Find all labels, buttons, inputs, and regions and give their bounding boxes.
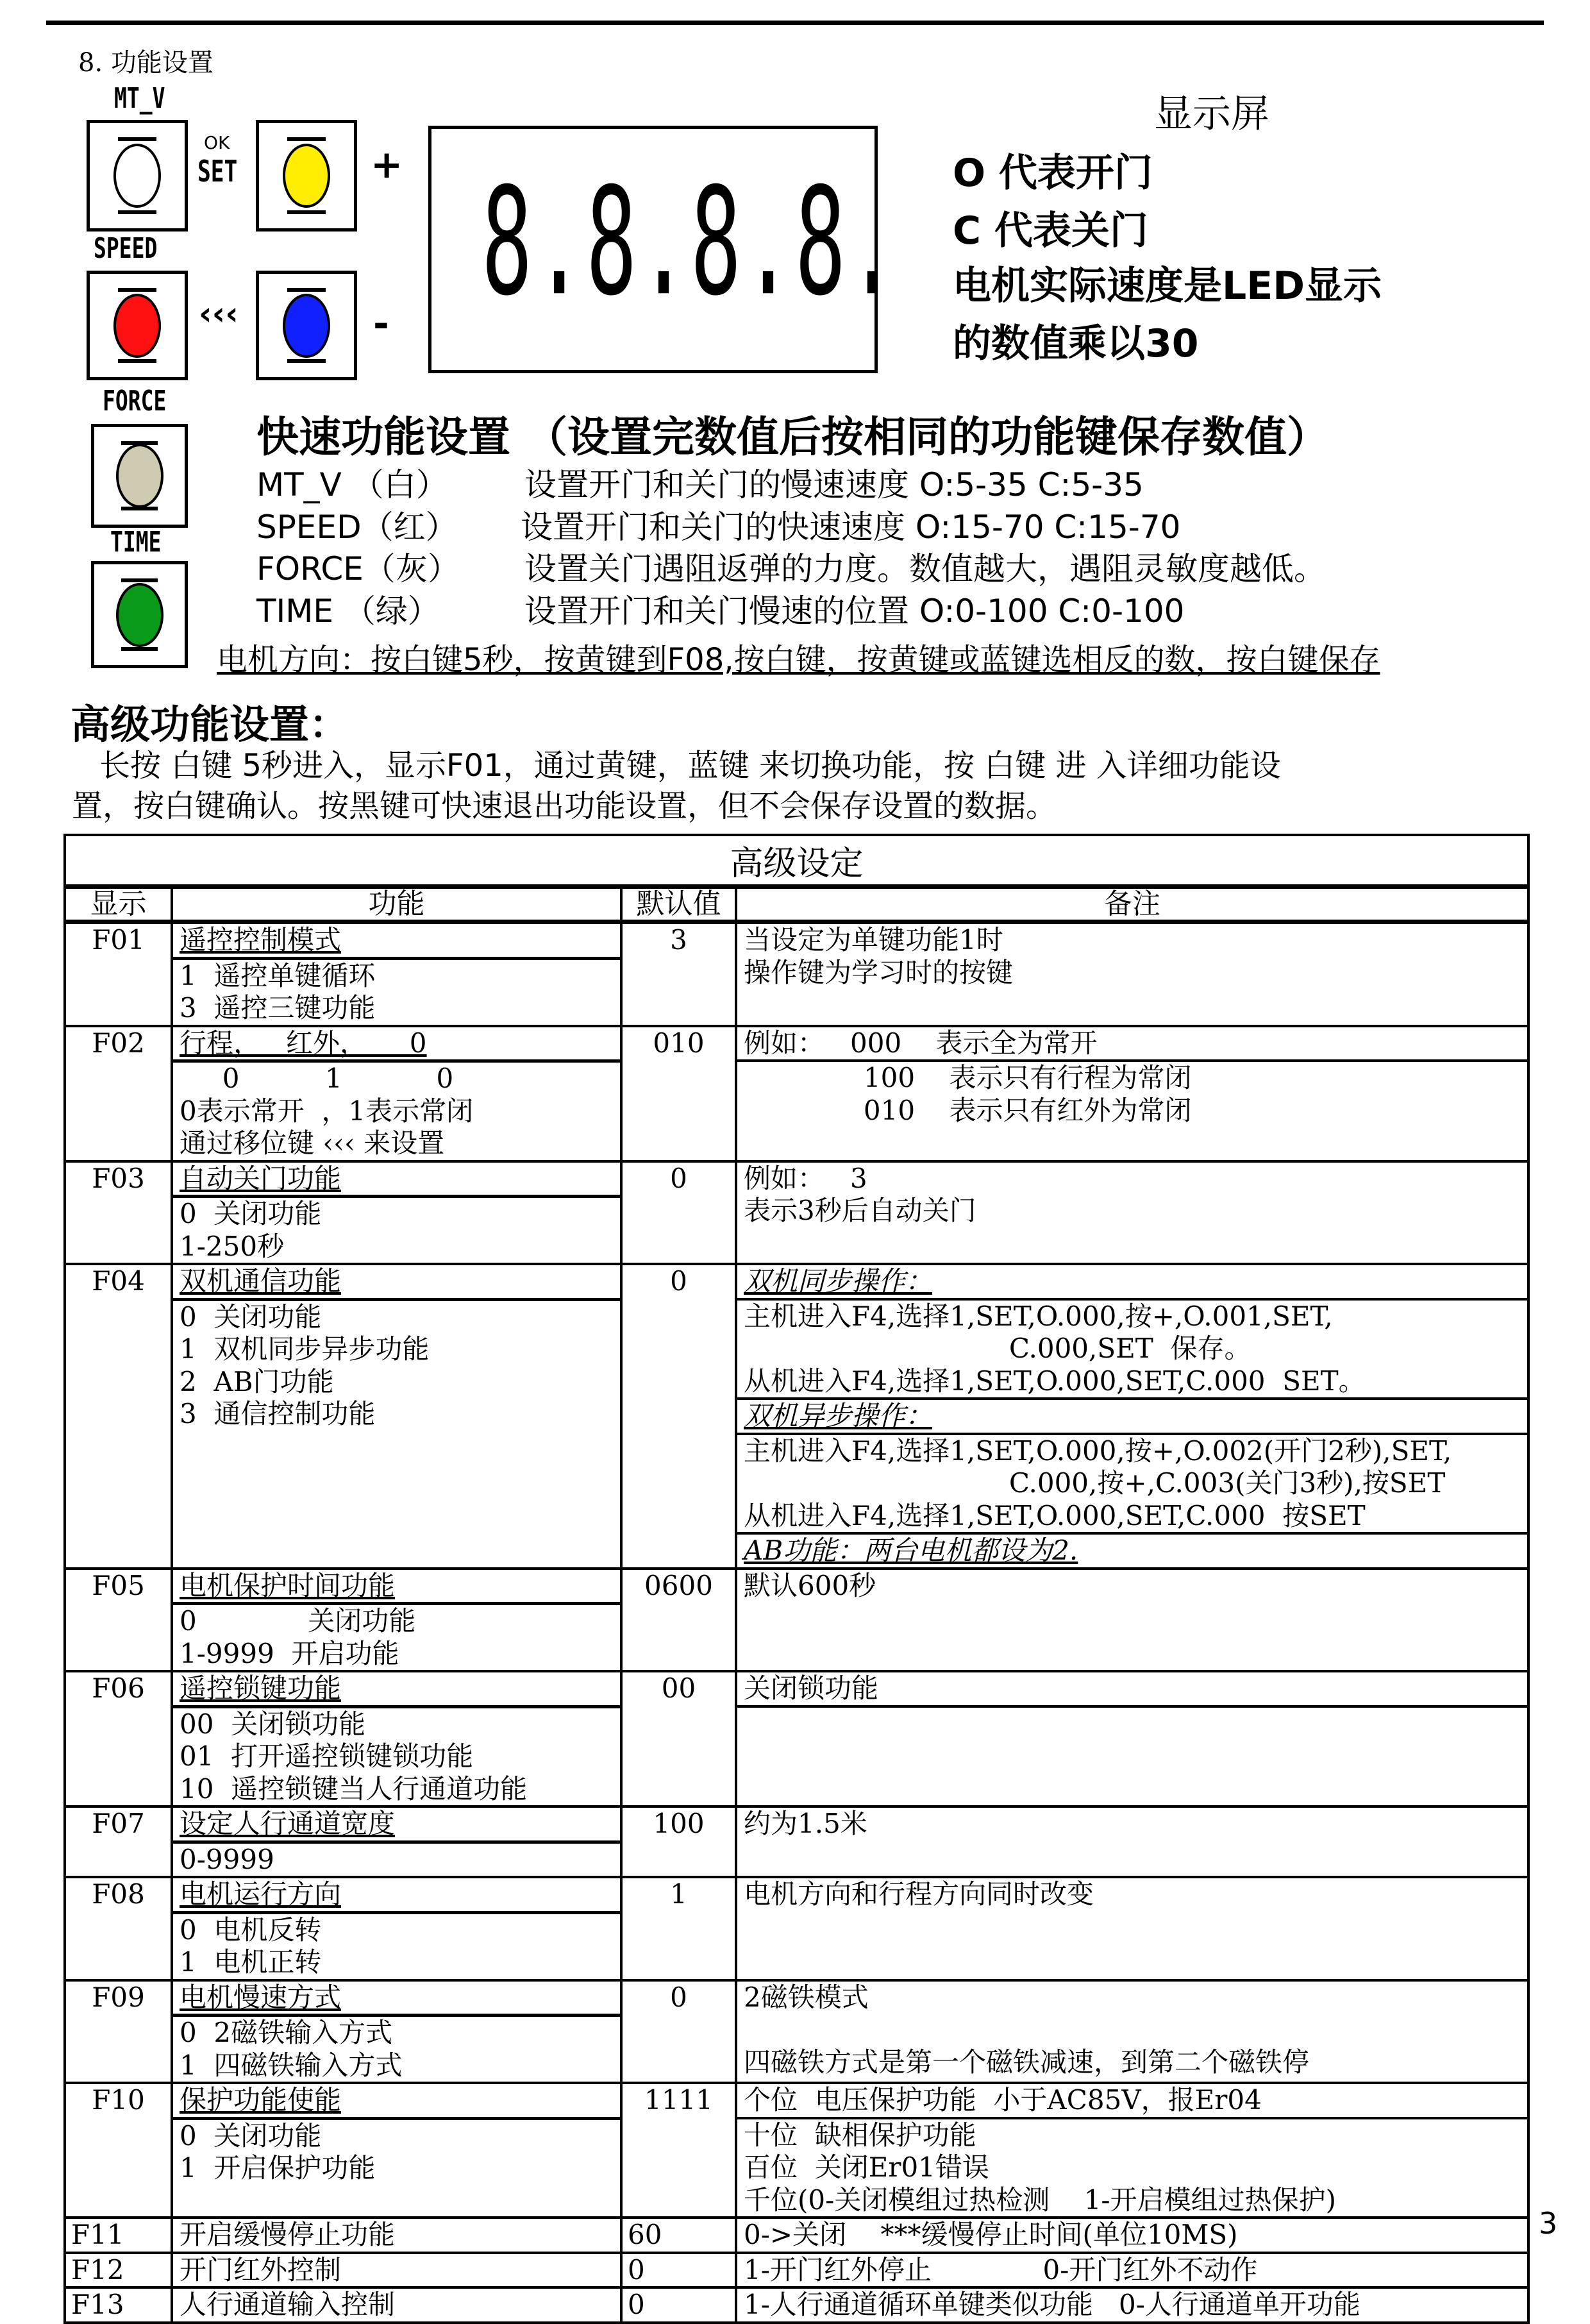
cell-code: F01 — [65, 922, 172, 1026]
cell-notes — [736, 1671, 1528, 1806]
table-row-f07 — [65, 1806, 1528, 1877]
function-option: 1 电机正转 — [180, 1946, 322, 1978]
function-option: 3 遥控三键功能 — [180, 992, 376, 1023]
header-notes: 备注 — [736, 887, 1528, 922]
function-name: 行程， 红外， 0 — [173, 1027, 620, 1063]
cell-code: F03 — [65, 1161, 172, 1265]
cell-function — [172, 1806, 621, 1877]
cell-notes — [736, 1806, 1528, 1877]
quick-desc-time: 设置开门和关门慢速的位置 O:0-100 C:0-100 — [524, 593, 1185, 630]
note-line: 操作键为学习时的按键 — [744, 956, 1014, 988]
quick-key-force: FORCE（灰） — [256, 550, 460, 587]
function-option: 0 关闭功能 — [180, 1301, 322, 1333]
note-line: 表示3秒后自动关门 — [744, 1195, 976, 1226]
note-line: 百位 关闭Er01错误 — [744, 2151, 989, 2183]
button-bar-icon — [118, 137, 156, 141]
display-line-open: O 代表开门 — [953, 151, 1153, 196]
display-title: 显示屏 — [1154, 92, 1269, 137]
function-option: 00 关闭锁功能 — [180, 1708, 366, 1740]
quick-key-mtv: MT_V （白） — [256, 466, 448, 503]
table-row-f05 — [65, 1569, 1528, 1672]
speed-button[interactable] — [87, 271, 188, 380]
note-line: 默认600秒 — [744, 1569, 876, 1601]
quick-key-speed: SPEED（红） — [256, 509, 458, 546]
cell-code: F07 — [65, 1806, 172, 1877]
button-bar-icon — [121, 578, 157, 582]
cell-code: F11 — [65, 2218, 172, 2253]
note-line: 1-人行通道循环单键类似功能 0-人行通道单开功能 — [744, 2289, 1360, 2320]
display-line-speed: 电机实际速度是LED显示 — [953, 264, 1382, 308]
cell-function — [172, 1671, 621, 1806]
advanced-paragraph-1: 长按 白键 5秒进入，显示F01，通过黄键，蓝键 来切换功能，按 白键 进 入详细功能设 — [99, 748, 1281, 784]
function-option: 0 关闭功能 — [180, 2119, 322, 2151]
quick-desc-speed: 设置开门和关门的快速速度 O:15-70 C:15-70 — [521, 509, 1181, 546]
button-bar-icon — [118, 288, 156, 292]
cell-notes — [736, 2083, 1528, 2218]
function-option: 0 电机反转 — [180, 1914, 322, 1946]
cell-code: F04 — [65, 1264, 172, 1569]
cell-code: F10 — [65, 2083, 172, 2218]
cell-notes — [736, 1569, 1528, 1672]
cell-default: 0 — [621, 2253, 736, 2288]
speed-label: SPEED — [94, 232, 158, 265]
note-line: 当设定为单键功能1时 — [744, 924, 1003, 956]
note-line: 从机进入F4,选择1,SET,O.000,SET,C.000 按SET — [737, 1500, 1527, 1535]
cell-function — [172, 2218, 621, 2253]
note-line: 从机进入F4,选择1,SET,O.000,SET,C.000 SET。 — [737, 1365, 1527, 1401]
minus-label: - — [373, 301, 389, 346]
cell-notes — [736, 1161, 1528, 1265]
cell-function — [172, 1980, 621, 2084]
cell-notes — [736, 1264, 1528, 1569]
function-name: 开门红外控制 — [180, 2253, 342, 2286]
cell-default: 60 — [621, 2218, 736, 2253]
cell-function — [172, 1161, 621, 1265]
table-row-f09 — [65, 1980, 1528, 2084]
cell-notes — [736, 1980, 1528, 2084]
cell-default: 100 — [621, 1806, 736, 1877]
function-name: 电机慢速方式 — [173, 1982, 620, 2017]
button-light-icon — [116, 583, 163, 647]
cell-default: 010 — [621, 1026, 736, 1161]
force-button[interactable] — [91, 424, 188, 528]
cell-code: F08 — [65, 1877, 172, 1980]
note-line: 关闭锁功能 — [737, 1672, 1527, 1708]
cell-default: 0 — [621, 1980, 736, 2084]
note-line: AB功能：两台电机都设为2. — [744, 1535, 1078, 1566]
blue-minus-button[interactable] — [256, 271, 357, 380]
table-row-f12 — [65, 2253, 1528, 2288]
function-option: 1 双机同步异步功能 — [180, 1333, 430, 1365]
note-line: 电机方向和行程方向同时改变 — [744, 1878, 1094, 1910]
note-line: 010 表示只有红外为常闭 — [744, 1094, 1192, 1126]
button-bar-icon — [287, 288, 325, 292]
cell-default: 0600 — [621, 1569, 736, 1672]
time-button[interactable] — [91, 561, 188, 668]
set-label: SET — [197, 154, 238, 189]
button-bar-icon — [287, 359, 325, 363]
cell-default: 3 — [621, 922, 736, 1026]
mt-v-button[interactable] — [87, 120, 188, 232]
quick-key-time: TIME （绿） — [256, 593, 440, 630]
cell-default: 0 — [621, 2287, 736, 2323]
shift-label: ‹‹‹ — [199, 295, 238, 332]
function-option: 1-9999 开启功能 — [180, 1637, 399, 1669]
note-line: 例如： 000 表示全为常开 — [737, 1027, 1527, 1063]
cell-default: 1111 — [621, 2083, 736, 2218]
function-name: 人行通道输入控制 — [180, 2289, 396, 2320]
table-row-f11 — [65, 2218, 1528, 2253]
cell-function — [172, 1569, 621, 1672]
advanced-title: 高级功能设置： — [71, 701, 349, 748]
time-label: TIME — [110, 526, 162, 559]
quick-desc-force: 设置关门遇阻返弹的力度。数值越大，遇阻灵敏度越低。 — [524, 550, 1326, 587]
cell-function — [172, 1877, 621, 1980]
function-name: 遥控锁键功能 — [173, 1672, 620, 1708]
cell-code: F06 — [65, 1671, 172, 1806]
function-option: 0 关闭功能 — [180, 1605, 416, 1637]
quick-settings-title: 快速功能设置 （设置完数值后按相同的功能键保存数值） — [256, 412, 1329, 462]
function-option: 2 AB门功能 — [180, 1365, 334, 1397]
function-option: 0 1 0 — [180, 1063, 454, 1094]
table-row-f10 — [65, 2083, 1528, 2218]
cell-notes — [736, 2253, 1528, 2288]
plus-label: + — [371, 142, 403, 187]
button-bar-icon — [121, 507, 157, 510]
note-line: 十位 缺相保护功能 — [744, 2119, 976, 2151]
function-option: 0 2磁铁输入方式 — [180, 2017, 393, 2048]
button-light-icon — [116, 444, 163, 508]
function-option: 0 关闭功能 — [180, 1198, 322, 1229]
cell-default: 0 — [621, 1161, 736, 1265]
function-option: 1-250秒 — [180, 1230, 285, 1262]
note-line: 四磁铁方式是第一个磁铁减速，到第二个磁铁停 — [744, 2046, 1310, 2078]
cell-default: 00 — [621, 1671, 736, 1806]
function-option: 0-9999 — [180, 1843, 274, 1875]
table-row-f08 — [65, 1877, 1528, 1980]
function-option: 1 遥控单键循环 — [180, 959, 376, 991]
cell-default: 0 — [621, 1264, 736, 1569]
display-line-close: C 代表关门 — [953, 208, 1148, 253]
note-line: 个位 电压保护功能 小于AC85V，报Er04 — [737, 2084, 1527, 2119]
table-title: 高级设定 — [65, 835, 1528, 887]
table-row-f02 — [65, 1026, 1528, 1161]
function-option: 1 开启保护功能 — [180, 2152, 376, 2184]
function-option: 1 四磁铁输入方式 — [180, 2049, 403, 2081]
note-line: 主机进入F4,选择1,SET,O.000,按+,O.002(开门2秒),SET, — [744, 1435, 1452, 1467]
motor-direction-note: 电机方向：按白键5秒，按黄键到F08,按白键，按黄键或蓝键选相反的数，按白键保存 — [217, 642, 1380, 678]
header-display: 显示 — [65, 887, 172, 922]
function-name: 电机运行方向 — [173, 1878, 620, 1914]
table-row-f01 — [65, 922, 1528, 1026]
cell-function — [172, 2083, 621, 2218]
cell-code: F02 — [65, 1026, 172, 1161]
quick-desc-mtv: 设置开门和关门的慢速速度 O:5-35 C:5-35 — [524, 466, 1144, 503]
cell-function — [172, 2287, 621, 2323]
function-name: 双机通信功能 — [173, 1265, 620, 1301]
note-line: 千位(0-关闭模组过热检测 1-开启模组过热保护) — [744, 2184, 1337, 2216]
table-row-f03 — [65, 1161, 1528, 1265]
table-row-f04 — [65, 1264, 1528, 1569]
cell-code: F12 — [65, 2253, 172, 2288]
button-light-icon — [283, 294, 330, 358]
note-line: C.000,按+,C.003(关门3秒),按SET — [744, 1467, 1446, 1499]
note-line: 双机同步操作： — [737, 1265, 1527, 1301]
page-number: 3 — [1539, 2206, 1558, 2241]
mt-v-label: MT_V — [114, 82, 165, 115]
cell-notes — [736, 1877, 1528, 1980]
note-line: 1-开门红外停止 0-开门红外不动作 — [744, 2253, 1258, 2286]
function-option: 3 通信控制功能 — [180, 1398, 376, 1429]
button-bar-icon — [121, 647, 157, 651]
button-bar-icon — [287, 137, 325, 141]
cell-notes — [736, 2287, 1528, 2323]
button-light-icon — [283, 144, 330, 208]
button-light-icon — [113, 144, 161, 208]
button-bar-icon — [287, 210, 325, 214]
advanced-settings-table — [63, 834, 1530, 2324]
cell-notes — [736, 1026, 1528, 1161]
header-function: 功能 — [172, 887, 621, 922]
cell-function — [172, 1264, 621, 1569]
advanced-paragraph-2: 置，按白键确认。按黑键可快速退出功能设置，但不会保存设置的数据。 — [72, 788, 1057, 824]
header-default: 默认值 — [621, 887, 736, 922]
function-name: 自动关门功能 — [173, 1163, 620, 1199]
note-line: 约为1.5米 — [744, 1808, 867, 1839]
function-name: 保护功能使能 — [173, 2084, 620, 2120]
section-title: 8. 功能设置 — [78, 48, 213, 78]
table-row-f06 — [65, 1671, 1528, 1806]
button-bar-icon — [118, 210, 156, 214]
button-bar-icon — [118, 359, 156, 363]
cell-function — [172, 1026, 621, 1161]
note-line — [737, 2014, 1527, 2046]
cell-function — [172, 2253, 621, 2288]
led-digits: 8.8.8.8. — [481, 156, 900, 330]
function-option: 0表示常开 ，1表示常闭 — [180, 1095, 474, 1127]
function-option: 10 遥控锁键当人行通道功能 — [180, 1772, 528, 1805]
cell-code: F13 — [65, 2287, 172, 2323]
function-name: 遥控控制模式 — [173, 924, 620, 960]
function-name: 设定人行通道宽度 — [173, 1808, 620, 1844]
note-line: 100 表示只有行程为常闭 — [744, 1062, 1192, 1093]
button-light-icon — [113, 294, 161, 358]
cell-code: F09 — [65, 1980, 172, 2084]
function-option: 01 打开遥控锁键锁功能 — [180, 1740, 474, 1772]
function-name: 开启缓慢停止功能 — [180, 2219, 396, 2250]
function-name: 电机保护时间功能 — [173, 1570, 620, 1606]
top-rule — [46, 21, 1544, 25]
function-option: 通过移位键 ‹‹‹ 来设置 — [180, 1127, 445, 1159]
note-line: 2磁铁模式 — [744, 1981, 869, 2013]
yellow-plus-button[interactable] — [256, 120, 357, 232]
cell-code: F05 — [65, 1569, 172, 1672]
note-line: 例如： 3 — [744, 1162, 867, 1194]
led-display — [428, 126, 900, 373]
note-line: C.000,SET 保存。 — [744, 1333, 1251, 1364]
force-label: FORCE — [103, 385, 167, 417]
display-line-multiplier: 的数值乘以30 — [953, 321, 1199, 366]
note-line: 0->关闭 ***缓慢停止时间(单位10MS) — [744, 2219, 1238, 2250]
cell-default: 1 — [621, 1877, 736, 1980]
cell-function — [172, 922, 621, 1026]
cell-notes — [736, 2218, 1528, 2253]
note-line: 双机异步操作： — [737, 1400, 1527, 1435]
ok-label: OK — [204, 132, 230, 153]
note-line: 主机进入F4,选择1,SET,O.000,按+,O.001,SET, — [744, 1300, 1333, 1332]
table-row-f13 — [65, 2287, 1528, 2323]
cell-notes — [736, 922, 1528, 1026]
